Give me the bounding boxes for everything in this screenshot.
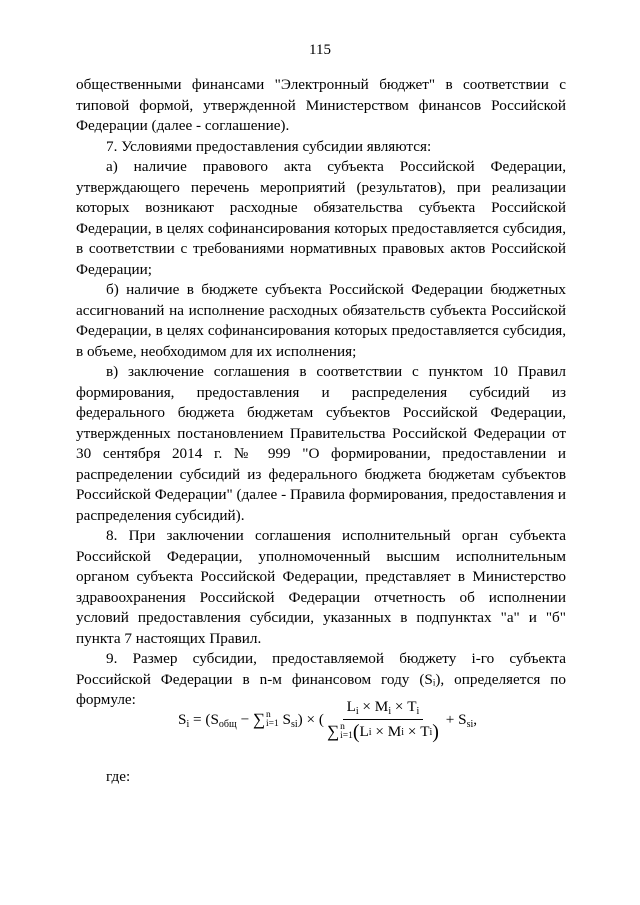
- times-sign: ) × (: [297, 711, 324, 728]
- formula-tail-si: $S_{si}$,: [458, 710, 478, 730]
- paragraph-7: 7. Условиями предоставления субсидии являются:: [106, 137, 432, 155]
- minus-sign: −: [236, 711, 253, 728]
- paragraph-7v: в) заключение соглашения в соответствии с пунктом 10 Правил формирования, предоставления и распределения субсидий из федерального бюджета бюджетам субъектов Российской Федерации, утвержденных постановлением Правительства Российской Федерации от 30 сентября 2014 г. № 999 "О формировании, предоставлении и распределении субсидий из федерального бюджета бюджетам субъектов Российской Федерации" (далее - Правила формирования, предоставления и распределения субсидий).: [76, 363, 566, 524]
- equals-sign: = (: [189, 711, 211, 728]
- fraction-numerator: $L_i \times M_i \times T_i$: [343, 698, 424, 720]
- formula-lhs: $S_i$: [178, 710, 190, 730]
- fraction-denominator: ∑ n i=1 ( L i × M i × T i ): [326, 721, 439, 743]
- paragraph-7a: а) наличие правового акта субъекта Российской Федерации, утверждающего перечень мероприятий (результатов), при реализации которых возникают расходные обязательства субъекта Российской Федерации, в целях софинансирования которых предоставляется субсидия, в соответствии с требованиями нормативных правовых актов Российской Федерации;: [76, 158, 566, 278]
- formula-total: $S_{общ}$: [210, 710, 237, 730]
- sum-operator: ∑ n i=1: [252, 710, 279, 729]
- paragraph-7b: б) наличие в бюджете субъекта Российской Федерации бюджетных ассигнований на исполнение расходных обязательств субъекта Российской Федерации, в целях софинансирования которых предоставляется субсидия, в объеме, необходимом для их исполнения;: [76, 281, 566, 360]
- page-number: 115: [309, 42, 331, 58]
- document-body: [76, 75, 566, 711]
- formula-term-si: $S_{si}$: [282, 710, 298, 730]
- subsidy-formula: [178, 690, 477, 750]
- where-label: где:: [106, 768, 131, 785]
- formula-fraction: [327, 698, 439, 742]
- paragraph-8: 8. При заключении соглашения исполнительный орган субъекта Российской Федерации, уполномоченный высшим исполнительным органом субъекта Российской Федерации, представляет в Министерство здравоохранения Российской Федерации отчетность об исполнении условий предоставления субсидии, указанных в подпунктах "а" и "б" пункта 7 настоящих Правил.: [76, 527, 566, 647]
- plus-sign: +: [441, 711, 459, 728]
- formula-block: [0, 690, 640, 750]
- paragraph-9: 9. Размер субсидии, предоставляемой бюджету i-го субъекта Российской Федерации в n-м финансовом году (Sᵢ), определяется по формуле:: [76, 650, 566, 708]
- paragraph-continuation: общественными финансами "Электронный бюджет" в соответствии с типовой формой, утвержденной Министерством финансов Российской Федерации (далее - соглашение).: [76, 76, 566, 134]
